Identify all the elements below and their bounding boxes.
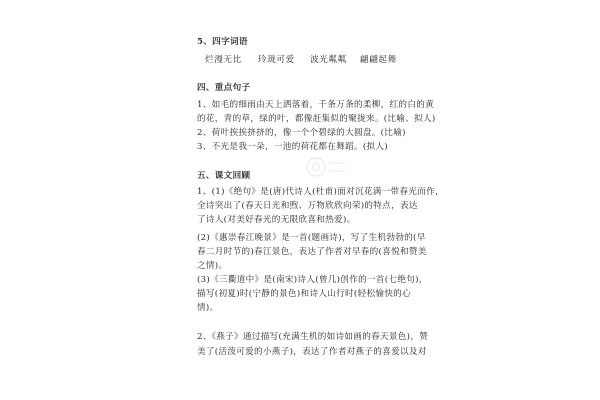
sentence-line: 2、荷叶挨挨挤挤的，像一个个碧绿的大圆盘。(比喻) [197, 128, 406, 138]
review-line: 美了(活泼可爱的小燕子)，表达了作者对燕子的喜爱以及对 [197, 347, 427, 357]
review-line: 1、(1)《绝句》是(唐)代诗人(杜甫)面对沉花满一带春光而作， [197, 187, 444, 197]
watermark-icon [301, 154, 347, 180]
section-heading-text-review: 五、课文回顾 [197, 171, 251, 181]
section-heading-key-sentences: 四、重点句子 [197, 83, 251, 93]
review-line: 情)。 [197, 303, 219, 313]
section-heading-four-char-words: 5、四字词语 [197, 37, 248, 47]
sentence-line: 的花，青的草，绿的叶，都像赶集似的聚拢来。(比喻、拟人) [197, 114, 436, 124]
review-line: 2、《燕子》通过描写(充满生机的如诗如画的春天景色)，赞 [197, 332, 429, 342]
review-line: 之情)。 [197, 261, 228, 271]
phrase-item: 波光粼粼 [310, 55, 347, 65]
review-line: 描写(初夏)时(宁静的景色)和诗人山行时(轻松愉快的心 [197, 289, 411, 299]
review-line: 春二月时节的)春江景色，表达了作者对早春的(喜悦和赞美 [197, 247, 427, 257]
sentence-line: 1、如毛的细雨由天上洒落着，千条万条的柔柳，红的白的黄 [197, 100, 435, 110]
review-line: 了诗人(对美好春光的无限欣喜和热爱)。 [197, 215, 356, 225]
review-line: (2)《惠崇春江晚景》是一首(题画诗)，写了生机勃勃的(早 [197, 233, 426, 243]
phrase-item: 翩翩起舞 [360, 55, 397, 65]
phrase-item: 烂漫无比 [205, 55, 242, 65]
review-line: 全诗突出了(春天日光和煦、万物欣欣向荣)的特点，表达 [197, 201, 418, 211]
sentence-line: 3、不光是我一朵，一池的荷花都在舞蹈。(拟人) [197, 142, 388, 152]
review-line: (3)《三衢道中》是(南宋)诗人(曾几)创作的一首(七绝句)， [197, 275, 428, 285]
phrase-item: 玲珑可爱 [258, 55, 295, 65]
